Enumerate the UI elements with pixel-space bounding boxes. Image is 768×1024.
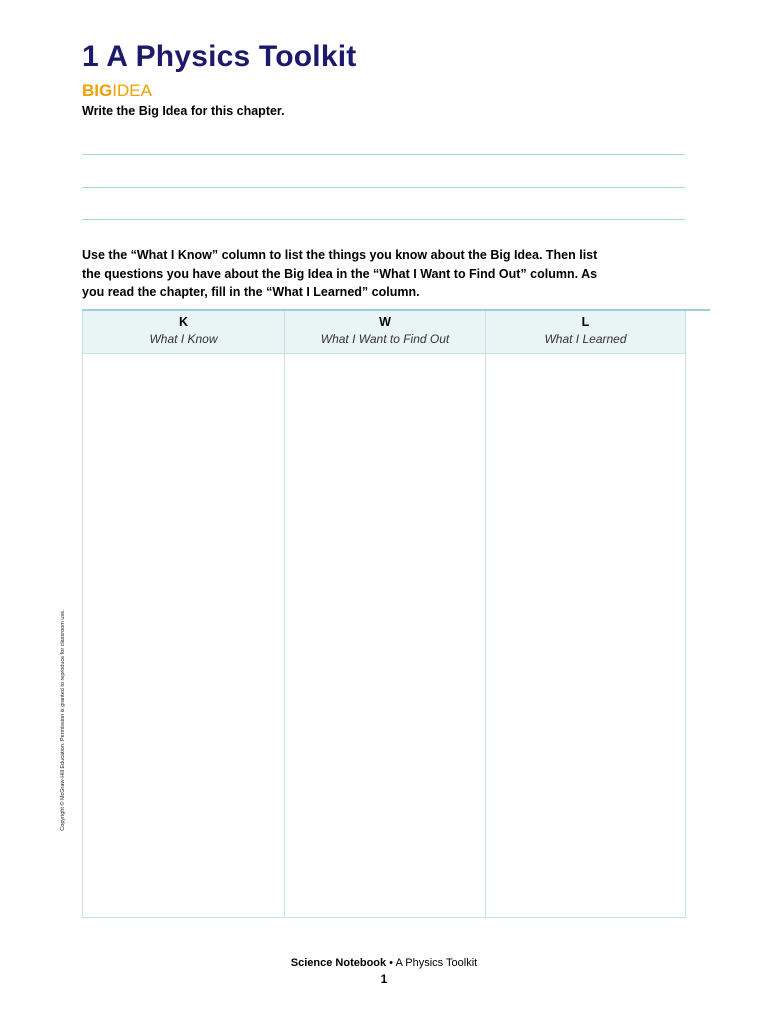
kwl-table	[82, 311, 686, 918]
big-idea-rest: IDEA	[112, 81, 152, 100]
kwl-instructions-line-3: you read the chapter, fill in the “What I Learned” column.	[82, 285, 420, 299]
column-learned-letter: L	[581, 315, 590, 329]
writing-line-3[interactable]	[82, 219, 685, 220]
column-know[interactable]	[83, 311, 284, 917]
column-want-letter: W	[379, 315, 391, 329]
column-learned-label: What I Learned	[544, 332, 627, 346]
kwl-instructions	[82, 246, 682, 302]
writing-line-1[interactable]	[82, 154, 685, 155]
page-number: 1	[380, 972, 388, 986]
column-know-label: What I Know	[149, 332, 218, 346]
kwl-instructions-line-2: the questions you have about the Big Idea in the “What I Want to Find Out” column. As	[82, 266, 598, 281]
column-know-letter: K	[178, 315, 189, 329]
big-idea-bold: BIG	[82, 81, 113, 100]
footer-notebook: Science Notebook	[290, 957, 387, 969]
column-want[interactable]	[284, 311, 485, 917]
column-want-label: What I Want to Find Out	[320, 332, 450, 346]
footer-chapter: A Physics Toolkit	[395, 957, 478, 969]
footer-line	[0, 957, 768, 969]
copyright-note: Copyright © McGraw-Hill Education. Permission is granted to reproduce for classroom use.	[60, 609, 66, 831]
big-idea-label	[82, 81, 152, 101]
writing-line-2[interactable]	[82, 187, 685, 188]
footer-separator: •	[386, 957, 396, 969]
kwl-instructions-line-1: Use the “What I Know” column to list the things you know about the Big Idea. Then list	[82, 248, 598, 262]
big-idea-prompt: Write the Big Idea for this chapter.	[82, 104, 285, 118]
page-title: 1 A Physics Toolkit	[82, 40, 357, 73]
column-learned[interactable]	[485, 311, 685, 917]
